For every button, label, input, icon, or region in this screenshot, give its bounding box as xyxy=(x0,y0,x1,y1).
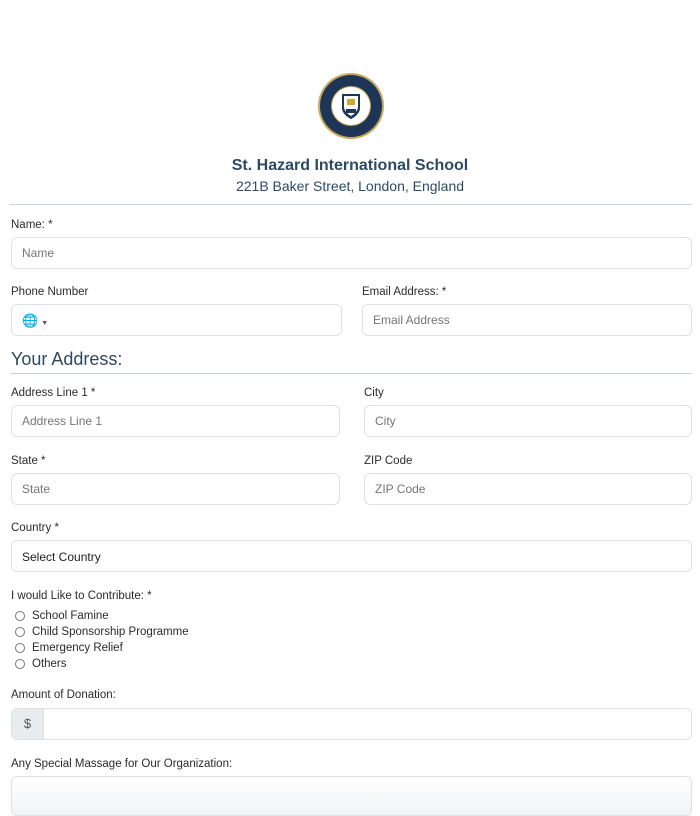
zip-input[interactable] xyxy=(364,473,692,505)
section-divider xyxy=(10,373,692,374)
city-label: City xyxy=(364,387,384,399)
message-label: Any Special Massage for Our Organization: xyxy=(11,758,233,770)
radio-emergency-relief[interactable] xyxy=(15,642,123,654)
zip-label: ZIP Code xyxy=(364,455,413,467)
email-label: Email Address: * xyxy=(362,286,447,298)
radio-label: Others xyxy=(32,658,67,670)
phone-label: Phone Number xyxy=(11,286,89,298)
amount-input[interactable] xyxy=(11,708,692,740)
header-divider xyxy=(10,204,692,205)
school-address: 221B Baker Street, London, England xyxy=(235,178,465,194)
radio-label: Child Sponsorship Programme xyxy=(32,626,189,638)
globe-icon[interactable]: 🌐 xyxy=(22,313,39,328)
state-input[interactable] xyxy=(11,473,340,505)
state-label: State * xyxy=(11,455,46,467)
radio-label: School Famine xyxy=(32,610,109,622)
address1-input[interactable] xyxy=(11,405,340,437)
amount-label: Amount of Donation: xyxy=(11,689,116,701)
country-label: Country * xyxy=(11,522,59,534)
contribute-label: I would Like to Contribute: * xyxy=(11,590,152,602)
name-input[interactable] xyxy=(11,237,692,269)
school-name: St. Hazard International School xyxy=(231,157,469,174)
radio-child-sponsorship[interactable] xyxy=(15,626,189,638)
radio-others[interactable] xyxy=(15,658,67,670)
phone-input[interactable] xyxy=(11,304,342,336)
address-section-title: Your Address: xyxy=(11,349,123,369)
chevron-down-icon[interactable]: ▼ xyxy=(41,320,49,327)
email-input[interactable] xyxy=(362,304,692,336)
country-select[interactable]: Select Country xyxy=(11,540,692,572)
radio-label: Emergency Relief xyxy=(32,642,123,654)
message-textarea[interactable] xyxy=(11,776,692,816)
school-logo xyxy=(317,72,385,140)
radio-school-famine[interactable] xyxy=(15,610,109,622)
name-label: Name: * xyxy=(11,219,53,231)
address1-label: Address Line 1 * xyxy=(11,387,96,399)
currency-prefix: $ xyxy=(12,709,44,739)
city-input[interactable] xyxy=(364,405,692,437)
